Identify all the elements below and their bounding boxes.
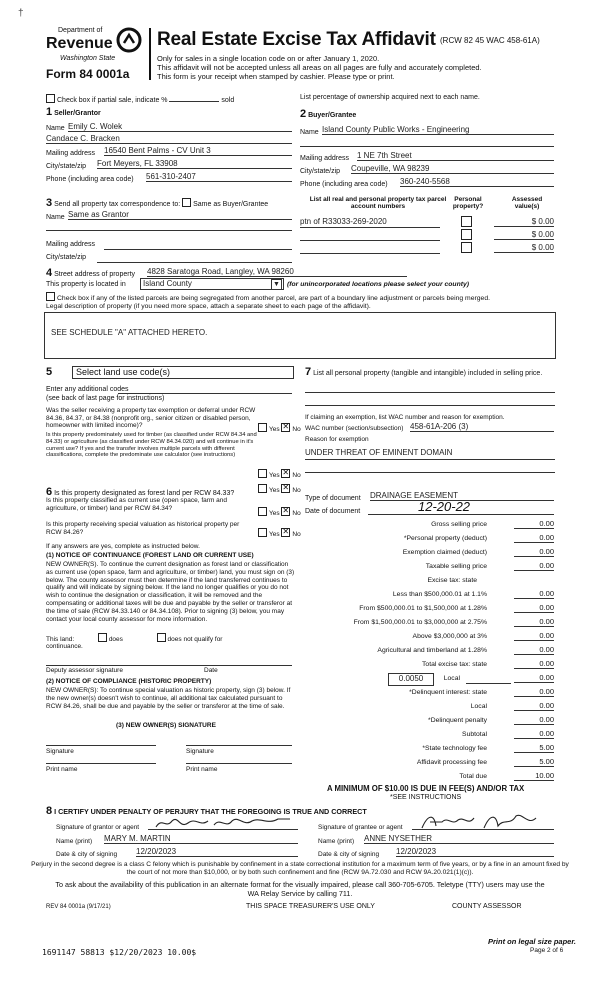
section-2-heading: 2 Buyer/Grantee bbox=[300, 108, 357, 120]
timber-question: Is this property predominately used for timber (as classified under RCW 84.34 and 84.33) or agriculture (as classified under RCW 84.34.020) and will continue in it's current use? If yes and the transfer involves multiple parcels with different classifications, complete the predominate use calculator (see instructions) bbox=[46, 432, 257, 459]
buyer-mailing[interactable]: 1 NE 7th Street bbox=[357, 151, 554, 161]
assessed-col-header: Assessed value(s) bbox=[511, 196, 543, 210]
personal-checkbox-1[interactable] bbox=[461, 216, 472, 227]
notice-2-title: (2) NOTICE OF COMPLIANCE (HISTORIC PROPERTY) bbox=[46, 678, 212, 685]
does-checkbox[interactable] bbox=[98, 633, 107, 642]
dropdown-arrow-icon[interactable]: ▼ bbox=[271, 279, 282, 290]
state-label: Washington State bbox=[60, 55, 116, 62]
county-note: (for unincorporated locations please select your county) bbox=[287, 281, 470, 288]
treasurer-space: THIS SPACE TREASURER'S USE ONLY bbox=[246, 903, 375, 910]
page-title: Real Estate Excise Tax Affidavit bbox=[157, 29, 436, 50]
exemption-reason[interactable]: UNDER THREAT OF EMINENT DOMAIN bbox=[305, 448, 453, 457]
historical-no-checkbox[interactable] bbox=[281, 528, 290, 537]
assessed-value-1[interactable]: $ 0.00 bbox=[494, 217, 554, 227]
header-instr-2: This affidavit will not be accepted unless all areas on all pages are fully and accurately completed. bbox=[157, 63, 482, 72]
scan-mark: † bbox=[18, 8, 24, 19]
notice-1-body: NEW OWNER(S). To continue the current designation as forest land or classification as current use (open space, farm and agriculture, or timber) land, you must sign on (3) below. The county assessor must then determine if the land transferred continues to qualify and will indicate by signing below. If the land no longer qualifies or you do not wish to continue the designation or classification, it will be removed and the compensating or additional taxes will be due and payable by the seller or transferor at the time of sale (RCW 84.33.140 or 84.34.108). Prior to signing (3) below, you may contact your local county assessor for more information. bbox=[46, 561, 295, 623]
notice-1-title: (1) NOTICE OF CONTINUANCE (FOREST LAND OR CURRENT USE) bbox=[46, 552, 254, 559]
historical-yes-checkbox[interactable] bbox=[258, 528, 267, 537]
timber-yes-checkbox[interactable] bbox=[258, 469, 267, 478]
section-1-heading: 1 Seller/Grantor bbox=[46, 106, 101, 118]
total-due[interactable]: 10.00 bbox=[514, 771, 554, 781]
buyer-phone[interactable]: 360-240-5568 bbox=[400, 177, 554, 187]
local-excise[interactable]: 0.00 bbox=[514, 673, 554, 683]
delinquent-interest-state[interactable]: 0.00 bbox=[514, 687, 554, 697]
taxable-selling-price[interactable]: 0.00 bbox=[514, 561, 554, 571]
exemption-no-checkbox[interactable] bbox=[281, 423, 290, 432]
timber-yes-no: Yes ✕ No bbox=[258, 469, 301, 479]
see-instructions: *SEE INSTRUCTIONS bbox=[390, 794, 462, 801]
parcel-number-2[interactable] bbox=[300, 230, 440, 241]
exemption-yes-checkbox[interactable] bbox=[258, 423, 267, 432]
tax-tier-4[interactable]: 0.00 bbox=[514, 631, 554, 641]
assessed-value-2[interactable]: $ 0.00 bbox=[494, 230, 554, 240]
does-not-checkbox[interactable] bbox=[157, 633, 166, 642]
grantor-print-name[interactable]: MARY M. MARTIN bbox=[104, 834, 298, 844]
current-use-question: Is this property classified as current use (open space, farm and agriculture, or timber) land per RCW 84.34? bbox=[46, 497, 228, 512]
subtotal[interactable]: 0.00 bbox=[514, 729, 554, 739]
local-rate-box[interactable]: 0.0050 bbox=[388, 673, 434, 686]
current-use-yes-no: Yes ✕ No bbox=[258, 507, 301, 517]
segregated-row: Check box if any of the listed parcels are being segregated from another parcel, are part of a boundary line adjustment or parcels being merged. bbox=[46, 292, 490, 302]
header-instr-1: Only for sales in a single location code on or after January 1, 2020. bbox=[157, 54, 380, 63]
this-land-row: This land: does does not qualify for bbox=[46, 633, 222, 643]
buyer-name[interactable]: Island County Public Works - Engineering bbox=[322, 125, 554, 135]
current-use-no-checkbox[interactable] bbox=[281, 507, 290, 516]
buyer-city[interactable]: Coupeville, WA 98239 bbox=[351, 164, 554, 174]
document-date[interactable]: 12-20-22 bbox=[368, 499, 554, 515]
legal-label: Legal description of property (if you need more space, attach a separate sheet to each page of the affidavit). bbox=[46, 303, 371, 310]
exemption-question: Was the seller receiving a property tax exemption or deferral under RCW 84.36, 84.37, or 84.38 (nonprofit org., senior citizen or disabled person, homeowner with limited income)? bbox=[46, 407, 256, 430]
grantee-date[interactable]: 12/20/2023 bbox=[396, 847, 554, 857]
assessed-value-3[interactable]: $ 0.00 bbox=[494, 243, 554, 253]
accessibility-notice: To ask about the availability of this publication in an alternate format for the visually impaired, please call 360-705-6705. Teletype (TTY) users may use the WA Relay Service by calling 711. bbox=[55, 880, 545, 898]
forest-yes-checkbox[interactable] bbox=[258, 484, 267, 493]
property-street[interactable]: 4828 Saratoga Road, Langley, WA 98260 bbox=[147, 267, 407, 277]
exemption-yes-no: Yes ✕ No bbox=[258, 423, 301, 433]
grantor-signature[interactable] bbox=[148, 815, 298, 830]
forest-question: 6 Is this property designated as forest land per RCW 84.33? bbox=[46, 486, 235, 498]
segregated-checkbox[interactable] bbox=[46, 292, 55, 301]
personal-col-header: Personal property? bbox=[452, 196, 484, 210]
revision: REV 84 0001a (9/17/21) bbox=[46, 904, 111, 910]
agricultural-tax[interactable]: 0.00 bbox=[514, 645, 554, 655]
section-4-heading: 4 Street address of property bbox=[46, 267, 136, 279]
seller-name-1[interactable]: Emily C. Wolek bbox=[68, 122, 292, 132]
seller-name-2[interactable]: Candace C. Bracken bbox=[46, 134, 292, 144]
legal-paper-note: Print on legal size paper. bbox=[488, 937, 576, 946]
delinquent-penalty[interactable]: 0.00 bbox=[514, 715, 554, 725]
parcel-number-3[interactable] bbox=[300, 243, 440, 254]
dept-label: Department of bbox=[58, 27, 103, 34]
land-use-select[interactable]: Select land use code(s) bbox=[72, 366, 294, 379]
personal-property-deduct[interactable]: 0.00 bbox=[514, 533, 554, 543]
partial-sale-checkbox[interactable] bbox=[46, 94, 55, 103]
seller-mailing[interactable]: 16540 Bent Palms - CV Unit 3 bbox=[104, 146, 292, 156]
legal-description-box[interactable] bbox=[44, 312, 556, 359]
tax-tier-2[interactable]: 0.00 bbox=[514, 603, 554, 613]
grantee-print-name[interactable]: ANNE NYSETHER bbox=[364, 834, 554, 844]
parcel-col-header: List all real and personal property tax parcel account numbers bbox=[309, 196, 447, 210]
parcel-number-1[interactable]: ptn of R33033-269-2020 bbox=[300, 217, 440, 228]
section-8-heading: 8 I CERTIFY UNDER PENALTY OF PERJURY THAT THE FOREGOING IS TRUE AND CORRECT bbox=[46, 805, 367, 817]
forest-no-checkbox[interactable] bbox=[281, 484, 290, 493]
county-assessor: COUNTY ASSESSOR bbox=[452, 903, 522, 910]
notice-2-body: NEW OWNER(S): To continue special valuation as historic property, sign (3) below. If the new owner(s) doesn't wish to continue, all additional tax calculated pursuant to RCW 84.26, shall be due and payable by the seller or transferor at the time of sale. bbox=[46, 687, 291, 710]
same-as-buyer-checkbox[interactable] bbox=[182, 198, 191, 207]
minimum-notice: A MINIMUM OF $10.00 IS DUE IN FEE(S) AND/OR TAX bbox=[327, 784, 525, 793]
tax-tier-1[interactable]: 0.00 bbox=[514, 589, 554, 599]
correspondence-name[interactable]: Same as Grantor bbox=[68, 210, 292, 220]
historical-question: Is this property receiving special valuation as historical property per RCW 84.26? bbox=[46, 521, 240, 536]
personal-checkbox-2[interactable] bbox=[461, 229, 472, 240]
partial-sale-row: Check box if partial sale, indicate % sold bbox=[46, 94, 234, 104]
document-type[interactable]: DRAINAGE EASEMENT bbox=[370, 491, 554, 501]
affidavit-processing-fee[interactable]: 5.00 bbox=[514, 757, 554, 767]
legal-description: SEE SCHEDULE "A" ATTACHED HERETO. bbox=[51, 328, 208, 337]
rcw-ref: (RCW 82 45 WAC 458-61A) bbox=[440, 36, 540, 45]
page-number: Page 2 of 6 bbox=[530, 947, 564, 954]
tax-tier-3[interactable]: 0.00 bbox=[514, 617, 554, 627]
wa-logo-icon bbox=[116, 27, 142, 53]
perjury-notice: Perjury in the second degree is a class C felony which is punishable by confinement in a state correctional institution for a maximum term of five years, or by a fine in an amount fixed by the court of not more than $10,000, or by both such confinement and fine (RCW 9A.72.030 and RCW 9A.20.021(1)(c)). bbox=[31, 861, 569, 876]
form-number: Form 84 0001a bbox=[46, 67, 130, 81]
state-technology-fee[interactable]: 5.00 bbox=[514, 743, 554, 753]
timber-no-checkbox[interactable] bbox=[281, 469, 290, 478]
section-5-number: 5 bbox=[46, 366, 53, 378]
historical-yes-no: Yes ✕ No bbox=[258, 528, 301, 538]
personal-checkbox-3[interactable] bbox=[461, 242, 472, 253]
delinquent-interest-local[interactable]: 0.00 bbox=[514, 701, 554, 711]
total-excise-state[interactable]: 0.00 bbox=[514, 659, 554, 669]
revenue-logo-text: Revenue bbox=[46, 35, 113, 52]
section-3-heading: 3 Send all property tax correspondence to: Same as Buyer/Grantee bbox=[46, 197, 269, 209]
recording-stamp: 1691147 58813 $12/20/2023 10.00$ bbox=[42, 948, 197, 957]
new-owner-signature-title: (3) NEW OWNER(S) SIGNATURE bbox=[116, 722, 216, 729]
section-7-heading: 7 List all personal property (tangible and intangible) included in selling price. bbox=[305, 366, 543, 378]
seller-phone[interactable]: 561-310-2407 bbox=[146, 172, 292, 182]
grantor-date[interactable]: 12/20/2023 bbox=[136, 847, 298, 857]
header-instr-3: This form is your receipt when stamped by cashier. Please type or print. bbox=[157, 72, 395, 81]
current-use-yes-checkbox[interactable] bbox=[258, 507, 267, 516]
gross-selling-price[interactable]: 0.00 bbox=[514, 519, 554, 529]
forest-yes-no: Yes ✕ No bbox=[258, 484, 301, 494]
seller-city[interactable]: Fort Meyers, FL 33908 bbox=[97, 159, 292, 169]
wac-number[interactable]: 458-61A-206 (3) bbox=[410, 422, 554, 432]
exemption-claimed[interactable]: 0.00 bbox=[514, 547, 554, 557]
ownership-note: List percentage of ownership acquired next to each name. bbox=[300, 94, 480, 101]
county-select[interactable]: Island County ▼ bbox=[140, 278, 284, 290]
grantee-signature[interactable] bbox=[412, 812, 554, 830]
